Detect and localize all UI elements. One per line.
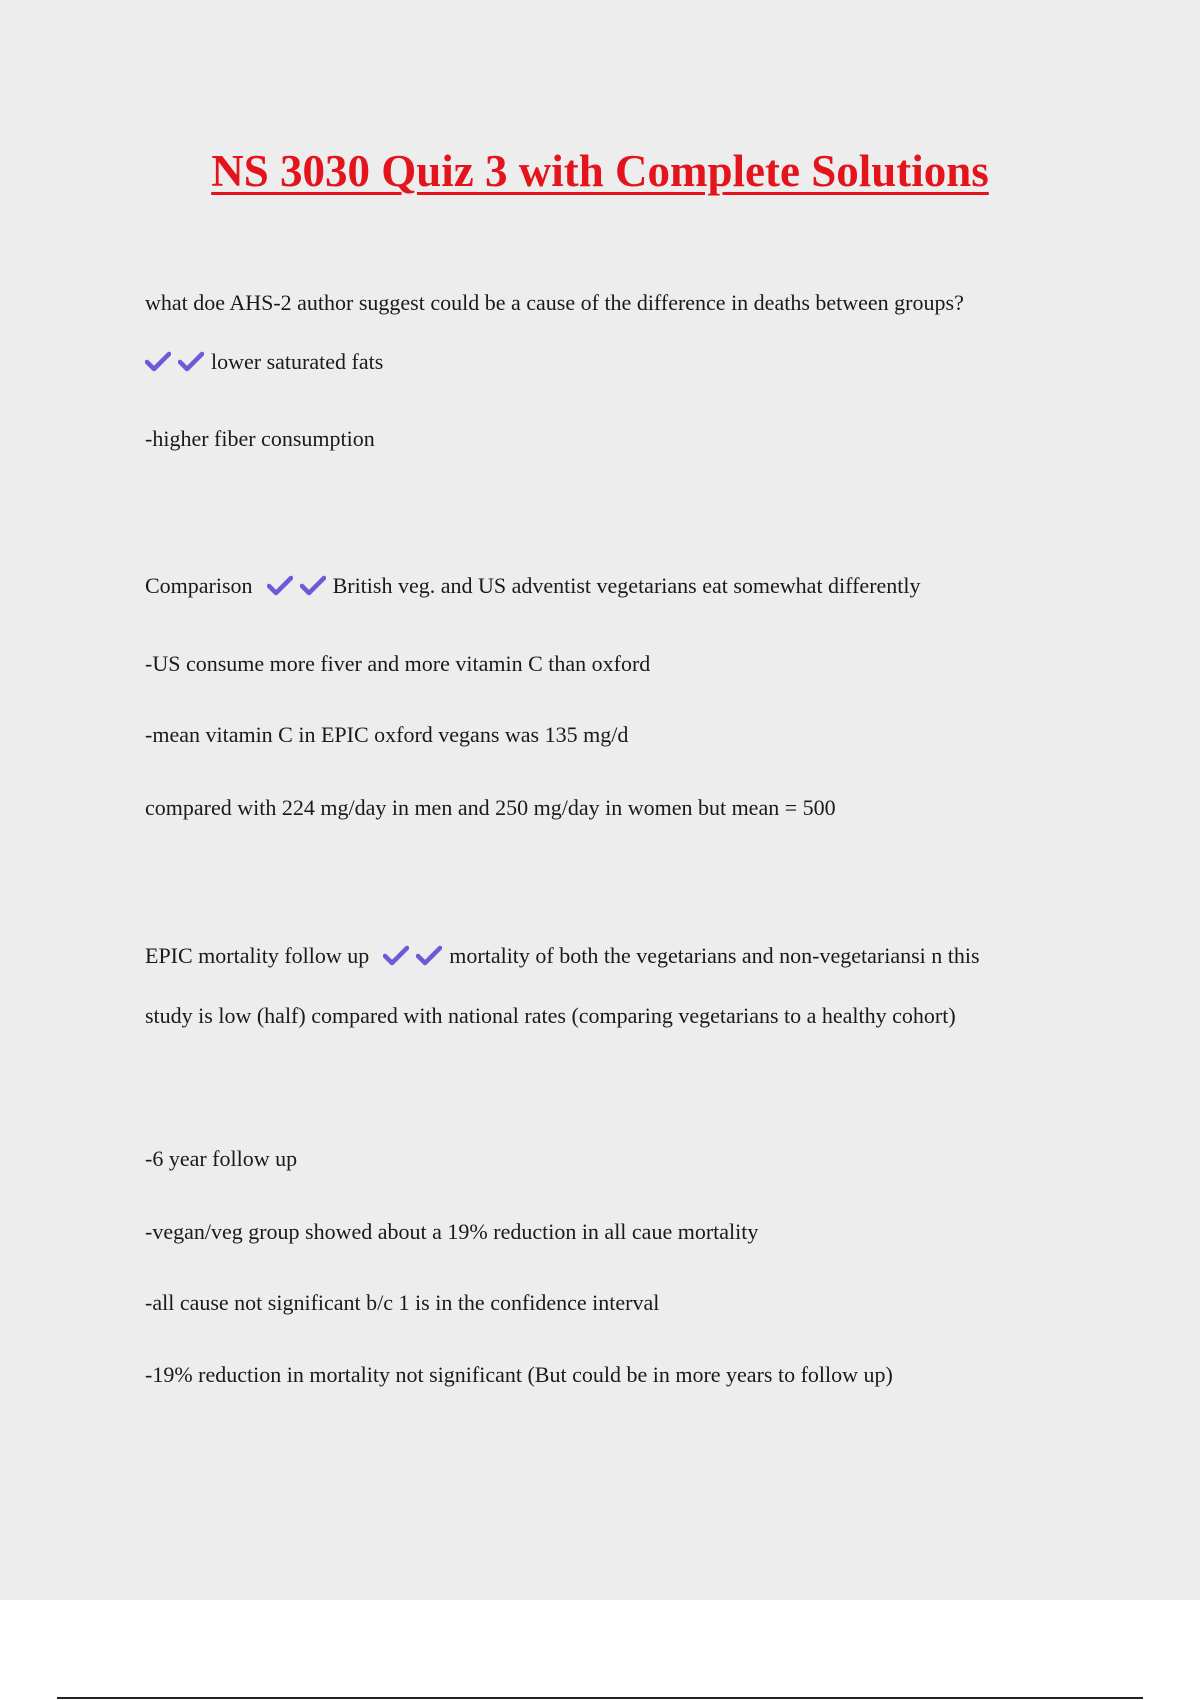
answer-line: -6 year follow up [145,1146,298,1171]
check-icon [145,351,171,373]
answer-line: compared with 224 mg/day in men and 250 mg/day in women but mean = 500 [145,795,836,820]
check-icon [267,575,293,597]
answer-line [145,942,980,970]
answer-line: study is low (half) compared with national rates (comparing vegetarians to a healthy cohort) [145,1003,956,1028]
answer-line: -US consume more fiver and more vitamin C than oxford [145,651,651,676]
answer-line: -all cause not significant b/c 1 is in the confidence interval [145,1290,660,1315]
question-text: what doe AHS-2 author suggest could be a cause of the difference in deaths between groups? [145,290,964,315]
answer-line [145,572,921,600]
answer-line: -higher fiber consumption [145,426,375,451]
answer-line [145,348,383,376]
page-divider [57,1697,1143,1699]
answer-text: British veg. and US adventist vegetarians eat somewhat differently [332,573,921,598]
check-icon [383,945,409,967]
document-title: NS 3030 Quiz 3 with Complete Solutions [211,146,989,196]
check-icon [416,945,442,967]
answer-text: mortality of both the vegetarians and non-vegetariansi n this [449,943,980,968]
answer-text: lower saturated fats [211,349,384,374]
check-icon [300,575,326,597]
answer-line: -vegan/veg group showed about a 19% reduction in all caue mortality [145,1219,759,1244]
question-text: EPIC mortality follow up [145,943,370,968]
check-icon [178,351,204,373]
question-text: Comparison [145,573,253,598]
answer-line: -mean vitamin C in EPIC oxford vegans was 135 mg/d [145,722,629,747]
answer-line: -19% reduction in mortality not significant (But could be in more years to follow up) [145,1362,893,1387]
